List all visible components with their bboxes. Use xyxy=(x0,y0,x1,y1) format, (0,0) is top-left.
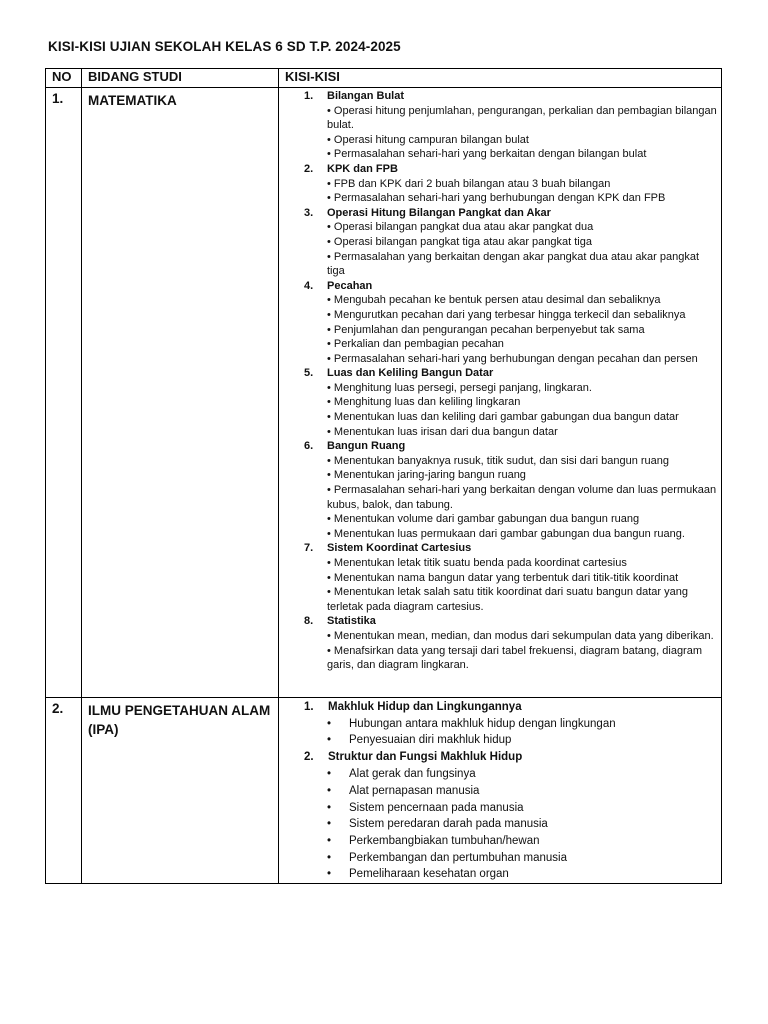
list-item xyxy=(304,732,717,749)
list-item: • Permasalahan yang berkaitan dengan akar pangkat dua atau akar pangkat tiga xyxy=(327,250,700,278)
header-no: NO xyxy=(46,69,82,88)
topic-number: 5. xyxy=(304,367,314,380)
list-item: • Menentukan luas irisan dari dua bangun datar xyxy=(327,425,558,438)
list-item-text: Hubungan antara makhluk hidup dengan lingkungan xyxy=(349,717,616,730)
list-item: • Operasi hitung penjumlahan, pengurangan, perkalian dan pembagian bilangan bulat. xyxy=(327,104,717,132)
list-item: • Permasalahan sehari-hari yang berhubungan dengan pecahan dan persen xyxy=(327,352,698,365)
bullet-icon: • xyxy=(327,851,332,864)
list-item-text: Sistem peredaran darah pada manusia xyxy=(349,818,548,831)
topic-heading xyxy=(304,699,717,716)
bullet-icon: • xyxy=(327,784,332,797)
list-item: • Menentukan letak titik suatu benda pada koordinat cartesius xyxy=(327,557,627,569)
list-item-text: Sistem pencernaan pada manusia xyxy=(349,801,524,814)
topic-number: 6. xyxy=(304,440,314,453)
row-number: 2. xyxy=(46,697,82,883)
topic-title: Bangun Ruang xyxy=(327,440,406,453)
topics-cell xyxy=(279,697,722,883)
bullet-icon: • xyxy=(327,801,332,814)
bullet-icon: • xyxy=(327,818,332,831)
topic-heading xyxy=(304,89,717,104)
header-outline: KISI-KISI xyxy=(279,69,722,88)
row-number: 1. xyxy=(46,88,82,698)
list-item: • Menentukan mean, median, dan modus dari sekumpulan data yang diberikan. xyxy=(327,629,714,642)
list-item xyxy=(304,866,717,883)
document-title: KISI-KISI UJIAN SEKOLAH KELAS 6 SD T.P. 2024-2025 xyxy=(48,39,401,54)
topic-number: 8. xyxy=(304,615,314,628)
list-item xyxy=(304,766,717,783)
list-item-text: Penyesuaian diri makhluk hidup xyxy=(349,734,512,747)
topic-heading xyxy=(304,162,717,177)
list-item: • Permasalahan sehari-hari yang berkaitan dengan volume dan luas permukaan kubus, balok, dan tabung. xyxy=(327,484,717,511)
table-row-ipa xyxy=(46,697,722,883)
list-item: • FPB dan KPK dari 2 buah bilangan atau 3 buah bilangan xyxy=(327,177,611,190)
bullet-icon: • xyxy=(327,717,332,730)
list-item xyxy=(304,783,717,800)
list-item-text: Perkembangbiakan tumbuhan/hewan xyxy=(349,834,540,847)
topic-title: Bilangan Bulat xyxy=(327,90,405,102)
topic-title: Statistika xyxy=(327,615,376,628)
topic-title: KPK dan FPB xyxy=(327,162,398,175)
list-item xyxy=(304,716,717,733)
list-item xyxy=(304,833,717,850)
list-item-text: Alat pernapasan manusia xyxy=(349,784,480,797)
topic-heading xyxy=(304,541,717,556)
topic-title: Sistem Koordinat Cartesius xyxy=(327,542,472,555)
topic-heading xyxy=(304,206,717,221)
list-item-text: Alat gerak dan fungsinya xyxy=(349,768,476,781)
list-item: • Menghitung luas dan keliling lingkaran xyxy=(327,396,521,409)
topic-number: 2. xyxy=(304,751,314,764)
bullet-icon: • xyxy=(327,834,332,847)
topic-number: 4. xyxy=(304,279,314,292)
list-item xyxy=(304,850,717,867)
list-item: • Menentukan luas dan keliling dari gambar gabungan dua bangun datar xyxy=(327,411,679,424)
list-item: • Operasi bilangan pangkat dua atau akar pangkat dua xyxy=(327,221,594,234)
row-subject: MATEMATIKA xyxy=(82,88,279,698)
list-item: • Mengurutkan pecahan dari yang terbesar hingga terkecil dan sebaliknya xyxy=(327,308,686,321)
list-item: • Permasalahan sehari-hari yang berkaitan dengan bilangan bulat xyxy=(327,148,647,161)
topic-title: Struktur dan Fungsi Makhluk Hidup xyxy=(328,751,523,764)
topic-heading xyxy=(304,279,717,294)
list-item: • Mengubah pecahan ke bentuk persen atau desimal dan sebaliknya xyxy=(327,294,661,307)
topic-number: 1. xyxy=(304,90,314,102)
topic-title: Operasi Hitung Bilangan Pangkat dan Akar xyxy=(327,206,551,219)
topic-heading xyxy=(304,366,717,381)
list-item: • Operasi hitung campuran bilangan bulat xyxy=(327,133,529,146)
topic-number: 3. xyxy=(304,206,314,219)
topic-title: Luas dan Keliling Bangun Datar xyxy=(327,367,494,380)
list-item: • Operasi bilangan pangkat tiga atau akar pangkat tiga xyxy=(327,235,592,248)
list-item: • Menentukan luas permukaan dari gambar gabungan dua bangun ruang. xyxy=(327,527,685,540)
bullet-icon: • xyxy=(327,734,332,747)
topic-title: Makhluk Hidup dan Lingkungannya xyxy=(328,700,522,713)
topic-heading xyxy=(304,749,717,766)
list-item: • Menentukan letak salah satu titik koordinat dari suatu bangun datar yang terletak pada diagram cartesius. xyxy=(327,586,688,613)
list-item: • Penjumlahan dan pengurangan pecahan berpenyebut tak sama xyxy=(327,323,645,336)
topic-number: 7. xyxy=(304,542,314,555)
list-item: • Menentukan banyaknya rusuk, titik sudut, dan sisi dari bangun ruang xyxy=(327,454,670,467)
row-subject: ILMU PENGETAHUAN ALAM (IPA) xyxy=(82,697,279,883)
ipa-topic-list xyxy=(279,698,717,883)
topic-title: Pecahan xyxy=(327,279,373,292)
bullet-icon: • xyxy=(327,868,332,881)
list-item-text: Perkembangan dan pertumbuhan manusia xyxy=(349,851,568,864)
topic-heading xyxy=(304,614,717,629)
topic-number: 2. xyxy=(304,162,314,175)
table-row-matematika xyxy=(46,88,722,698)
matematika-topic-list xyxy=(279,88,717,697)
list-item: • Menentukan volume dari gambar gabungan dua bangun ruang xyxy=(327,513,640,526)
bullet-icon: • xyxy=(327,768,332,781)
topics-cell xyxy=(279,88,722,698)
kisi-kisi-table xyxy=(45,68,722,884)
list-item: • Menentukan nama bangun datar yang terbentuk dari titik-titik koordinat xyxy=(327,571,679,584)
list-item-text: Pemeliharaan kesehatan organ xyxy=(349,868,509,881)
header-subject: BIDANG STUDI xyxy=(82,69,279,88)
list-item: • Menghitung luas persegi, persegi panjang, lingkaran. xyxy=(327,381,592,394)
topic-heading xyxy=(304,439,717,454)
list-item xyxy=(304,800,717,817)
topic-number: 1. xyxy=(304,700,314,713)
list-item xyxy=(304,816,717,833)
table-header-row xyxy=(46,69,722,88)
list-item: • Menafsirkan data yang tersaji dari tabel frekuensi, diagram batang, diagram garis, dan diagram lingkaran. xyxy=(327,644,702,672)
list-item: • Perkalian dan pembagian pecahan xyxy=(327,338,504,351)
list-item: • Permasalahan sehari-hari yang berhubungan dengan KPK dan FPB xyxy=(327,192,666,205)
list-item: • Menentukan jaring-jaring bangun ruang xyxy=(327,469,526,482)
